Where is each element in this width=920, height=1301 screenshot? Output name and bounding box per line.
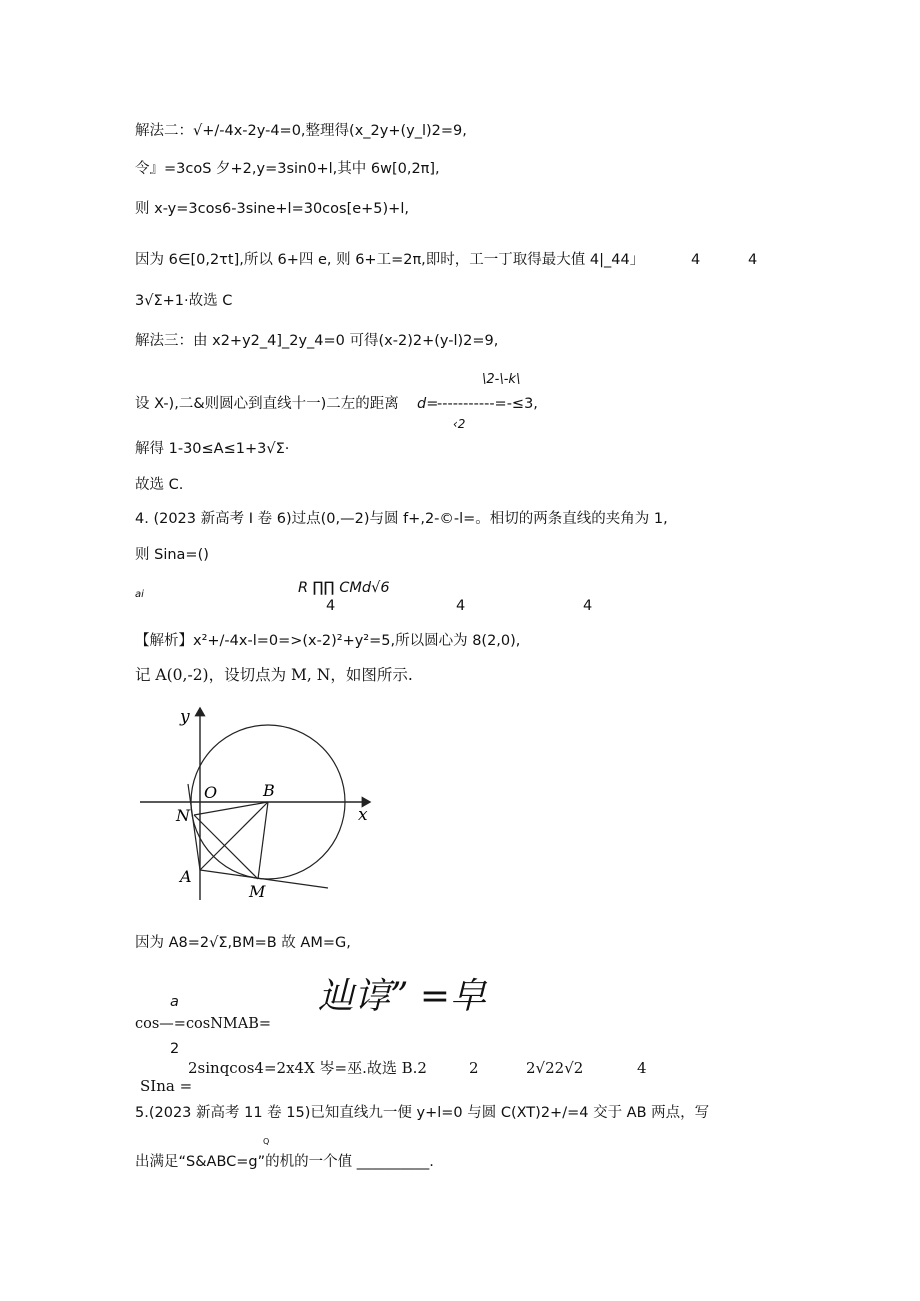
distance-numerator: \2-\-k\	[482, 372, 521, 387]
label-m: M	[249, 882, 266, 901]
segment-bm	[258, 802, 268, 879]
problem-4-question: 则 Sina=()	[135, 547, 209, 563]
sine-denominator: 4	[637, 1059, 647, 1077]
solution-three-line-2: 设 X-),二&则圆心到直线十一)二左的距离	[135, 396, 399, 412]
problem-5-statement: 5.(2023 新高考 11 卷 15)已知直线九一便 y+l=0 与圆 C(XT)2+/=4 交于 AB 两点，写	[135, 1105, 710, 1121]
tangent-line-an	[188, 784, 200, 870]
fraction-denominator: 4	[691, 252, 701, 268]
solution-two-line-3: 则 x-y=3cos6-3sine+l=30cos[e+5)+l,	[135, 201, 409, 217]
options-numerators: R ∏∏ CMd√6	[298, 580, 390, 596]
option-denominator: 4	[456, 598, 466, 614]
circle-tangent-figure	[138, 700, 378, 905]
cosine-formula: cos—=cosNMAB=	[135, 1016, 272, 1032]
half-angle-numerator: a	[170, 994, 179, 1010]
label-b: B	[263, 781, 275, 800]
option-denominator: 4	[583, 598, 593, 614]
label-a: A	[180, 867, 192, 886]
label-o: O	[204, 783, 218, 802]
option-denominator: 4	[326, 598, 336, 614]
sine-label: SIna =	[140, 1077, 193, 1095]
sine-denominator: 2√22√2	[526, 1059, 584, 1077]
sine-denominator: 2	[469, 1059, 479, 1077]
analysis-line-3: 因为 A8=2√Σ,BM=B 故 AM=G,	[135, 935, 351, 951]
segment-nm	[194, 815, 258, 879]
solution-three-line-3: 解得 1-30≤A≤1+3√Σ·	[135, 441, 290, 457]
solution-two-answer: 3√Σ+1·故选 C	[135, 293, 233, 309]
distance-label: d=	[417, 396, 439, 412]
solution-three-line-1: 解法三：由 x2+y2_4]_2y_4=0 可得(x-2)2+(y-l)2=9,	[135, 333, 499, 349]
problem-5-question: 出满足“S&ABC=g”的机的一个值 __________.	[135, 1154, 434, 1170]
distance-fraction-bar: -----------=-≤3,	[437, 396, 538, 412]
distance-denominator: ‹2	[453, 417, 466, 431]
analysis-line-2: 记 A(0,-2)，设切点为 M, N，如图所示.	[135, 666, 413, 684]
option-a-label: ai	[135, 589, 144, 600]
solution-three-answer: 故选 C.	[135, 477, 184, 493]
label-y: y	[180, 707, 190, 727]
garbled-formula: 辿谆” =皁	[318, 976, 487, 1017]
solution-two-line-1: 解法二：√+/-4x-2y-4=0,整理得(x_2y+(y_l)2=9,	[135, 123, 467, 139]
solution-two-line-4: 因为 6∈[0,2τt],所以 6+四 e, 则 6+工=2π,即时，工一丁取得最大值 4|_44」	[135, 252, 645, 268]
solution-two-line-2: 令』=3coS 夕+2,y=3sin0+l,其中 6w[0,2π],	[135, 161, 440, 177]
label-x: x	[358, 805, 368, 825]
label-n: N	[176, 806, 190, 825]
half-angle-denominator: 2	[170, 1041, 180, 1057]
analysis-line-1: 【解析】x²+/-4x-l=0=>(x-2)²+y²=5,所以圆心为 8(2,0),	[135, 633, 521, 649]
area-superscript: Q	[263, 1137, 270, 1146]
sine-formula: 2sinqcos4=2x4X 岑=巫.故选 B.2	[188, 1059, 427, 1077]
problem-4-statement: 4. (2023 新高考 I 卷 6)过点(0,—2)与圆 f+,2-©-l=。相切的两条直线的夹角为 1,	[135, 511, 668, 527]
fraction-denominator: 4	[748, 252, 758, 268]
